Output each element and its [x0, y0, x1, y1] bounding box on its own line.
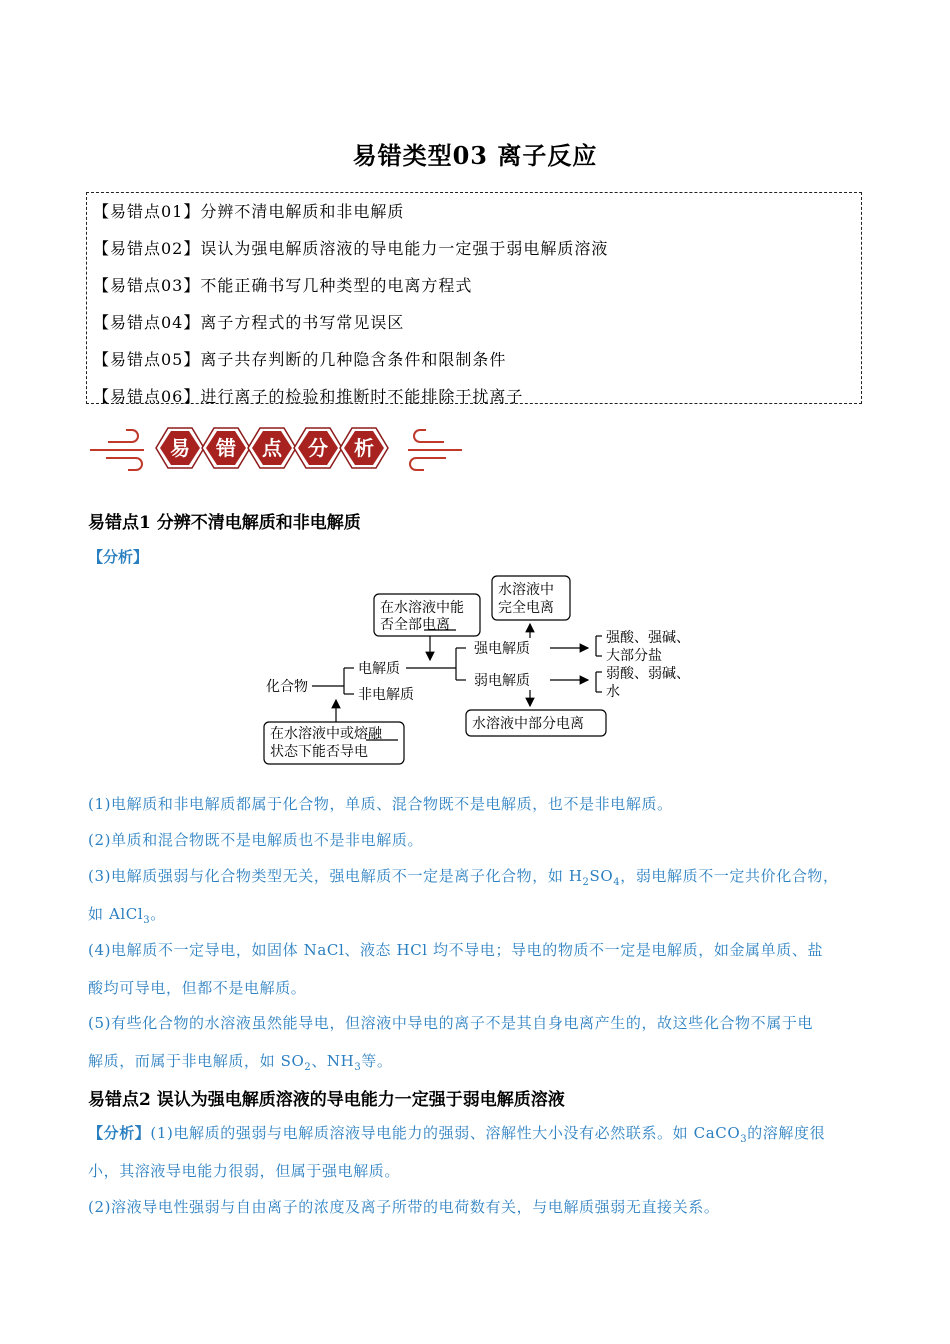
- error-point-list: [86, 192, 862, 404]
- point-paragraph: 酸均可导电，但都不是电解质。: [88, 979, 307, 997]
- section-heading: 易错点1 分辨不清电解质和非电解质: [88, 513, 361, 533]
- full-ionization-line1: 水溶液中: [498, 582, 554, 598]
- point-paragraph: (1)电解质和非电解质都属于化合物，单质、混合物既不是电解质，也不是非电解质。: [88, 795, 673, 813]
- point-paragraph: 解质，而属于非电解质，如 $SO_2$、$NH_3$等。: [88, 1052, 393, 1073]
- weak-examples-line1: 弱酸、弱碱、: [606, 666, 690, 682]
- banner-hexagon: [202, 428, 250, 468]
- point-paragraph: (2)单质和混合物既不是电解质也不是非电解质。: [88, 831, 424, 849]
- nonelectrolyte-label: 非电解质: [358, 687, 414, 703]
- strong-electrolyte-label: 强电解质: [474, 641, 530, 657]
- section-banner: [86, 420, 466, 476]
- banner-char: 分: [308, 436, 328, 460]
- banner-hexagon: [294, 428, 342, 468]
- banner-char: 错: [216, 436, 236, 460]
- banner-char: 易: [170, 436, 190, 460]
- toc-item: 【易错点06】进行离子的检验和推断时不能排除干扰离子: [93, 387, 524, 406]
- toc-item: 【易错点03】不能正确书写几种类型的电离方程式: [93, 276, 473, 295]
- toc-item: 【易错点04】离子方程式的书写常见误区: [93, 313, 405, 332]
- analysis-tag: 【分析】: [88, 548, 149, 566]
- compound-label: 化合物: [266, 679, 308, 695]
- criterion-top-line2: 否全部电离: [380, 617, 450, 633]
- point-paragraph: (3)电解质强弱与化合物类型无关，强电解质不一定是离子化合物，如 $H_2SO_4$，弱电解质不一定共价化合物，: [88, 867, 839, 888]
- cloud-ornament-right-icon: [408, 430, 462, 470]
- point-paragraph: 【分析】(1)电解质的强弱与电解质溶液导电能力的强弱、溶解性大小没有必然联系。如 CaCO$_3$的溶解度很: [88, 1124, 826, 1145]
- weak-examples-line2: 水: [606, 684, 620, 700]
- page-title: 易错类型03 离子反应: [352, 141, 598, 170]
- weak-electrolyte-label: 弱电解质: [474, 673, 530, 689]
- banner-char: 析: [354, 436, 374, 460]
- banner-hexagon: [340, 428, 388, 468]
- cloud-ornament-left-icon: [90, 430, 144, 470]
- point-paragraph: 如 AlCl$_3$。: [88, 905, 166, 926]
- banner-char: 点: [262, 436, 282, 460]
- point-paragraph: (4)电解质不一定导电，如固体 NaCl、液态 HCl 均不导电；导电的物质不一定是电解质，如金属单质、盐: [88, 941, 824, 959]
- strong-examples-line2: 大部分盐: [606, 648, 662, 664]
- toc-item: 【易错点05】离子共存判断的几种隐含条件和限制条件: [93, 350, 507, 369]
- point-paragraph: 小，其溶液导电能力很弱，但属于强电解质。: [88, 1162, 401, 1180]
- banner-hexagon: [248, 428, 296, 468]
- analysis-tag: 【分析】: [88, 1124, 151, 1142]
- point-paragraph: (2)溶液导电性强弱与自由离子的浓度及离子所带的电荷数有关，与电解质强弱无直接关系。: [88, 1198, 720, 1216]
- electrolyte-label: 电解质: [358, 661, 400, 677]
- section-heading: 易错点2 误认为强电解质溶液的导电能力一定强于弱电解质溶液: [88, 1090, 565, 1110]
- criterion-bottom-line2: 状态下能否导电: [270, 744, 368, 760]
- strong-examples-line1: 强酸、强碱、: [606, 630, 690, 646]
- point-paragraph: (5)有些化合物的水溶液虽然能导电，但溶液中导电的离子不是其自身电离产生的，故这些化合物不属于电: [88, 1014, 814, 1032]
- toc-item: 【易错点02】误认为强电解质溶液的导电能力一定强于弱电解质溶液: [93, 239, 609, 258]
- criterion-top-line1: 在水溶液中能: [380, 600, 464, 616]
- banner-hexagon: [156, 428, 204, 468]
- toc-item: 【易错点01】分辨不清电解质和非电解质: [93, 202, 405, 221]
- partial-ionization-label: 水溶液中部分电离: [472, 716, 584, 732]
- full-ionization-line2: 完全电离: [498, 600, 554, 616]
- classification-diagram: [260, 572, 700, 772]
- criterion-bottom-line1: 在水溶液中或熔融: [270, 726, 382, 742]
